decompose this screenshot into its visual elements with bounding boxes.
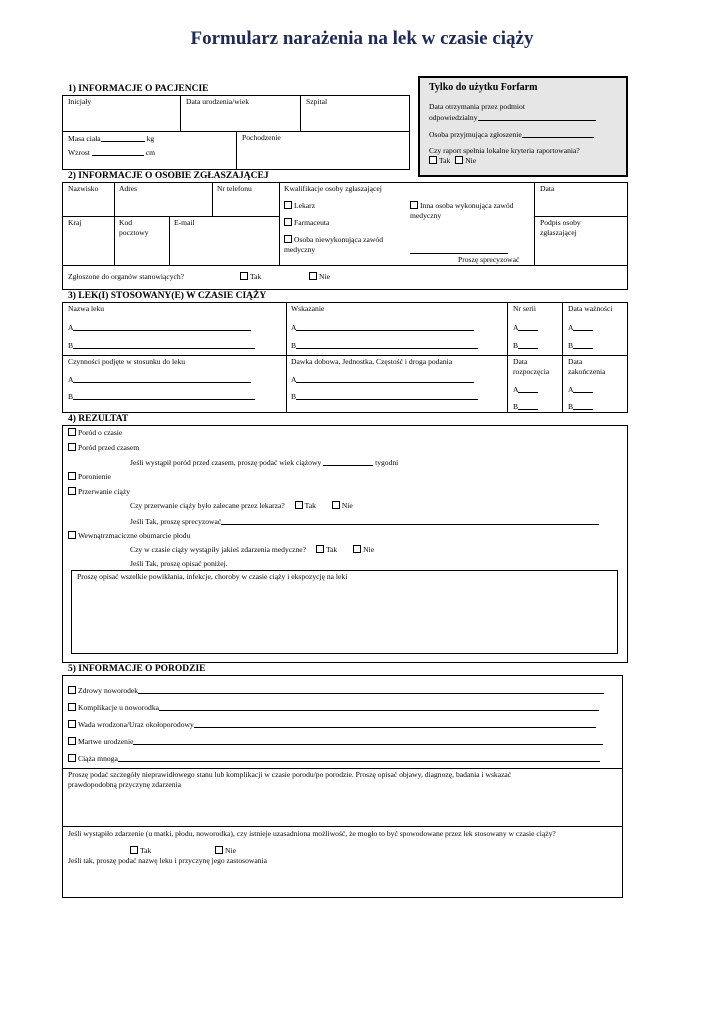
weight-label: Masa ciała — [68, 134, 101, 143]
section-5-heading: 5) INFORMACJE O PORODZIE — [68, 664, 206, 674]
forfarm-person-field[interactable] — [429, 129, 594, 140]
events-no-checkbox[interactable] — [353, 545, 361, 553]
signature-label: Podpis osoby — [540, 218, 581, 227]
iud-label: Wewnątrzmaciczne obumarcie płodu — [78, 531, 191, 540]
causal-drug-label: Jeśli tak, proszę podać nazwę leku i przyczynę jego zastosowania — [68, 856, 268, 865]
termination-question — [130, 501, 353, 511]
forfarm-received-field[interactable] — [429, 112, 596, 123]
doctor-checkbox[interactable] — [284, 201, 292, 209]
end-a-field[interactable] — [568, 384, 593, 395]
events-yes-label: Tak — [325, 545, 338, 554]
gestational-age-field[interactable] — [130, 457, 398, 468]
nonmedical-label: Osoba niewykonująca zawód — [294, 235, 383, 244]
expiry-a-field[interactable] — [568, 322, 593, 333]
weight-field[interactable] — [68, 133, 154, 144]
authorities-no-checkbox[interactable] — [309, 272, 317, 280]
address-label: Adres — [119, 184, 138, 193]
expiry-b-field[interactable] — [568, 340, 593, 351]
forfarm-person-label: Osoba przyjmująca zgłoszenie — [429, 130, 522, 139]
row-a-label: A — [513, 323, 519, 332]
birth-defect-option[interactable] — [68, 719, 596, 730]
indication-a-field[interactable] — [291, 322, 474, 333]
termination-label: Przerwanie ciąży — [78, 487, 131, 496]
weeks-label: tygodni — [375, 458, 399, 467]
causal-yes-option[interactable] — [130, 846, 151, 856]
causal-no-option[interactable] — [215, 846, 236, 856]
stillbirth-option[interactable] — [68, 736, 603, 747]
miscarriage-option[interactable] — [68, 472, 111, 482]
causal-no-checkbox[interactable] — [215, 846, 223, 854]
other-option[interactable] — [410, 201, 513, 211]
row-b-label: B — [513, 402, 519, 411]
batch-b-field[interactable] — [513, 340, 538, 351]
events-yes-checkbox[interactable] — [316, 545, 324, 553]
start-label: Data — [513, 357, 528, 366]
termination-no-label: Nie — [341, 501, 353, 510]
row-a-label: A — [291, 375, 297, 384]
causal-yes-label: Tak — [140, 846, 152, 855]
hospital-label: Szpital — [306, 97, 328, 106]
row-b-label: B — [68, 392, 74, 401]
pharmacist-option[interactable] — [284, 218, 329, 228]
preterm-birth-option[interactable] — [68, 443, 139, 453]
section-4-heading: 4) REZULTAT — [68, 414, 129, 424]
actions-b-field[interactable] — [68, 391, 255, 402]
qualifications-label: Kwalifikacje osoby zgłaszającej — [284, 184, 382, 193]
section-2-heading: 2) INFORMACJE O OSOBIE ZGŁASZAJĄCEJ — [68, 171, 269, 181]
events-no-label: Nie — [363, 545, 375, 554]
drug-name-label: Nazwa leku — [68, 304, 105, 313]
forfarm-received-label: Data otrzymania przez podmiot — [429, 102, 525, 111]
events-question-label: Czy w czasie ciąży wystąpiły jakieś zdarzenia medyczne? — [130, 545, 307, 554]
page-title: Formularz narażenia na lek w czasie ciąży — [190, 28, 534, 49]
forfarm-criteria-options — [429, 156, 476, 166]
nonmedical-option[interactable] — [284, 235, 383, 245]
origin-label: Pochodzenie — [242, 133, 281, 142]
nonmedical-label-2: medyczny — [284, 245, 316, 254]
termination-specify-field[interactable] — [130, 516, 599, 527]
term-birth-label: Poród o czasie — [78, 428, 123, 437]
authorities-no-option[interactable] — [309, 272, 330, 282]
phone-label: Nr telefonu — [217, 184, 252, 193]
nonmedical-checkbox[interactable] — [284, 235, 292, 243]
row-a-label: A — [568, 323, 574, 332]
complications-textarea[interactable] — [71, 570, 618, 654]
birth-details-label-2: prawdopodobną przyczynę zdarzenia — [68, 780, 182, 789]
row-a-label: A — [291, 323, 297, 332]
row-b-label: B — [68, 341, 74, 350]
forfarm-no-label: Nie — [465, 156, 477, 165]
other-checkbox[interactable] — [410, 201, 418, 209]
dob-age-label: Data urodzenia/wiek — [186, 97, 250, 106]
row-a-label: A — [513, 385, 519, 394]
section-1-heading: 1) INFORMACJE O PACJENCIE — [68, 84, 209, 94]
miscarriage-checkbox[interactable] — [68, 472, 76, 480]
authorities-yes-label: Tak — [250, 272, 262, 281]
pharmacist-label: Farmaceuta — [294, 218, 330, 227]
specify-label: Proszę sprecyzować — [458, 255, 520, 264]
gestational-age-label: Jeśli wystąpił poród przed czasem, proszę podać wiek ciążowy — [130, 458, 322, 467]
indication-label: Wskazanie — [291, 304, 325, 313]
termination-checkbox[interactable] — [68, 487, 76, 495]
postcode-label: Kod — [119, 218, 133, 227]
surname-label: Nazwisko — [68, 184, 99, 193]
doctor-label: Lekarz — [294, 201, 316, 210]
stillbirth-checkbox[interactable] — [68, 737, 76, 745]
other-label: Inna osoba wykonująca zawód — [420, 201, 514, 210]
height-label: Wzrost — [68, 148, 90, 157]
drug-a-field[interactable] — [68, 322, 251, 333]
row-b-label: B — [568, 341, 574, 350]
birth-defect-label: Wada wrodzona/Uraz okołoporodowy — [78, 720, 194, 729]
stillbirth-label: Martwe urodzenie — [78, 737, 134, 746]
batch-label: Nr serii — [513, 304, 536, 313]
initials-label: Inicjały — [68, 97, 92, 106]
causal-no-label: Nie — [225, 846, 236, 855]
end-label-2: zakończenia — [568, 367, 606, 376]
healthy-newborn-option[interactable] — [68, 685, 604, 696]
indication-b-field[interactable] — [291, 340, 478, 351]
start-label-2: rozpoczęcia — [513, 367, 550, 376]
causal-question: Jeśli wystąpiło zdarzenie (u matki, płodu, noworodka), czy istnieje uzasadniona możliwość, że mogło to być spowodowane przez lek stosowany w czasie ciąży? — [68, 829, 556, 838]
preterm-birth-label: Poród przed czasem — [78, 443, 140, 452]
preterm-birth-checkbox[interactable] — [68, 443, 76, 451]
weight-unit: kg — [146, 134, 155, 143]
end-label: Data — [568, 357, 583, 366]
dose-b-field[interactable] — [291, 391, 478, 402]
start-b-field[interactable] — [513, 401, 538, 412]
end-b-field[interactable] — [568, 401, 593, 412]
country-label: Kraj — [68, 218, 82, 227]
row-a-label: A — [568, 385, 574, 394]
events-question — [130, 545, 374, 555]
postcode-label-2: pocztowy — [119, 228, 149, 237]
start-a-field[interactable] — [513, 384, 538, 395]
birth-defect-checkbox[interactable] — [68, 720, 76, 728]
term-birth-option[interactable] — [68, 428, 122, 438]
row-b-label: B — [513, 341, 519, 350]
miscarriage-label: Poronienie — [78, 472, 111, 481]
forfarm-received-label2: odpowiedzialny — [429, 113, 478, 122]
newborn-complications-option[interactable] — [68, 702, 599, 713]
section-3-heading: 3) LEK(I) STOSOWANY(E) W CZASIE CIĄŻY — [68, 291, 267, 301]
newborn-complications-checkbox[interactable] — [68, 703, 76, 711]
events-describe-label: Jeśli Tak, proszę opisać poniżej. — [130, 559, 228, 568]
healthy-newborn-label: Zdrowy noworodek — [78, 686, 139, 695]
termination-option[interactable] — [68, 487, 130, 497]
authorities-no-label: Nie — [319, 272, 330, 281]
termination-specify-label: Jeśli Tak, proszę sprecyzować — [130, 517, 222, 526]
causal-yes-checkbox[interactable] — [130, 846, 138, 854]
complications-label: Proszę opisać wszelkie powikłania, infekcje, choroby w czasie ciąży i ekspozycję na leki — [77, 572, 348, 581]
termination-no-checkbox[interactable] — [332, 501, 340, 509]
specify-line[interactable] — [410, 253, 508, 254]
authorities-label: Zgłoszone do organów stanowiących? — [68, 272, 185, 281]
batch-a-field[interactable] — [513, 322, 538, 333]
reporter-date-label: Data — [540, 184, 555, 193]
iud-option[interactable] — [68, 531, 190, 541]
row-b-label: B — [291, 392, 297, 401]
other-label-2: medyczny — [410, 211, 442, 220]
forfarm-yes-checkbox[interactable] — [429, 156, 437, 164]
multiple-pregnancy-checkbox[interactable] — [68, 754, 76, 762]
authorities-yes-checkbox[interactable] — [240, 272, 248, 280]
row-b-label: B — [291, 341, 297, 350]
forfarm-yes-label: Tak — [439, 156, 451, 165]
newborn-complications-label: Komplikacje u noworodka — [78, 703, 159, 712]
height-field[interactable] — [68, 147, 155, 158]
doctor-option[interactable] — [284, 201, 315, 211]
row-a-label: A — [68, 323, 74, 332]
height-unit: cm — [145, 148, 156, 157]
healthy-newborn-checkbox[interactable] — [68, 686, 76, 694]
iud-checkbox[interactable] — [68, 531, 76, 539]
email-label: E-mail — [174, 218, 195, 227]
dose-label: Dawka dobowa, Jednostka, Częstość i droga podania — [291, 357, 453, 366]
term-birth-checkbox[interactable] — [68, 428, 76, 436]
row-b-label: B — [568, 402, 574, 411]
dose-a-field[interactable] — [291, 374, 474, 385]
actions-a-field[interactable] — [68, 374, 251, 385]
drug-b-field[interactable] — [68, 340, 255, 351]
multiple-pregnancy-label: Ciąża mnoga — [78, 754, 118, 763]
forfarm-title: Tylko do użytku Forfarm — [429, 82, 538, 93]
termination-yes-checkbox[interactable] — [295, 501, 303, 509]
signature-label-2: zgłaszającej — [540, 228, 577, 237]
forfarm-no-checkbox[interactable] — [455, 156, 463, 164]
pharmacist-checkbox[interactable] — [284, 218, 292, 226]
forfarm-criteria-label: Czy raport spełnia lokalne kryteria raportowania? — [429, 146, 580, 155]
birth-details-label: Proszę podać szczegóły nieprawidłowego stanu lub komplikacji w czasie porodu/po porodzie. Proszę opisać objawy, diagnozę, badania i wskazać — [68, 770, 512, 779]
expiry-label: Data ważności — [568, 304, 613, 313]
row-a-label: A — [68, 375, 74, 384]
multiple-pregnancy-option[interactable] — [68, 753, 600, 764]
termination-question-label: Czy przerwanie ciąży było zalecane przez lekarza? — [130, 501, 285, 510]
authorities-yes-option[interactable] — [240, 272, 261, 282]
actions-label: Czynności podjęte w stosunku do leku — [68, 357, 186, 366]
termination-yes-label: Tak — [304, 501, 316, 510]
